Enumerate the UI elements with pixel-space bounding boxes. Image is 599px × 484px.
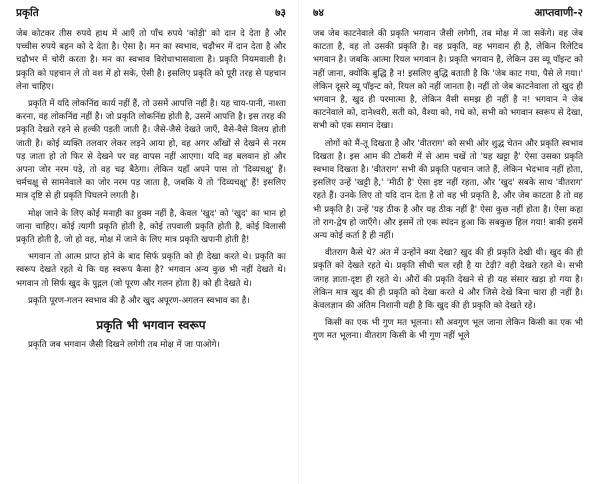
right-page — [313, 0, 583, 484]
left-page — [16, 0, 286, 484]
right-paragraph-1: जब जेब काटनेवाले की प्रकृति भगवान जैसी लगेगी, तब मोक्ष में जा सकेंगे। वह जेब काटता है, वह तो उसकी प्रकृति है। वह प्रकृति, वह भगवान ही है, लेकिन रिलेटिव भगवान है। जबकि आत्मा रियल भगवान है। प्रकृति भगवान है, लेकिन उस व्यू पॉइन्ट को नहीं जाना, क्योंकि बुद्धि है न! इसलिए बुद्धि बताती है कि 'जेब काट गया, पैसे ले गया।' लेकिन दूसरे व्यू पॉइन्ट को, रियल को नहीं जानता है। नहीं तो जेब काटनेवाला तो खुद ही भगवान है, खुद ही परमात्मा है, लेकिन वैसी समझ ही नहीं है न! भगवान ने जेब काटनेवाले को, दानेश्वरी, सती को, वैश्या को, गधे को, सभी को भगवान स्वरूप से देखा, सभी को एक समान देखा। — [313, 29, 583, 132]
left-paragraph-2: प्रकृति में यदि लोकनिंद्य कार्य नहीं हैं, तो उसमें आपत्ति नहीं है। यह चाय-पानी, नाश्ता करना, वह लोकनिंद्य नहीं है। जो प्रकृति लोकनिंद्य होती है, उसमें आपत्ति है। इस तरह की प्रकृति देखते रहने से हल्की पड़ती जाती है। जैसे-जैसे देखते जाएँ, वैसे-वैसे विलय होती जाती है। कोई व्यक्ति तलवार लेकर लड़ने आया हो, वह अगर आँखों से देखने से नरम पड़ जाता हो तो फिर से देखने पर वह वापस नहीं आएगा। यदि वह बलवान हो और अपना जोर नरम पड़े, तो वह चढ़ बैठेगा। लेकिन यहाँ अपने पास तो 'दिव्यचक्षु' हैं। चर्मचक्षु से सामनेवाले का जोर नरम पड़ जाता है, जबकि ये तो 'दिव्यचक्षु' हैं! इसलिए मात्र दृष्टि से ही प्रकृति पिघलने लगती है। — [16, 99, 286, 202]
left-running-head — [16, 6, 286, 28]
left-paragraph-3: मोक्ष जाने के लिए कोई मनाही का हुक्म नहीं है, केवल 'खुद' को 'खुद' का भान हो जाना चाहिए। कोई त्यागी प्रकृति होती है, कोई तपवाली प्रकृति होती है, कोई विलासी प्रकृति होती है, जो हो वह, मोक्ष में जाने के लिए मात्र प्रकृति खपानी होती है! — [16, 208, 286, 246]
left-paragraph-6: प्रकृति जब भगवान जैसी दिखने लगेगी तब मोक्ष में जा पाओगे। — [28, 340, 220, 351]
page-gutter — [298, 0, 299, 484]
right-page-number: ७४ — [313, 7, 324, 19]
right-header-title: आप्तवाणी-२ — [534, 7, 583, 19]
left-paragraph-1: जेब कोटकर तीस रुपये हाथ में आएँ तो पाँच रुपये 'कोड़ी' को दान दे देता है और पच्चीस रुपये बहन को दे देता है। ऐसा है। मन का स्वभाव, चढ़ौभर में दान देता है और चढ़ौभर में चोरी करता है। मन का स्वभाव विरोधाभासवाला है। प्रकृति नियमवाली है। प्रकृति को पहचान ले तो वश में हो सके, ऐसी है। इसलिए प्रकृति को पूरी तरह से पहचान लेना चाहिए। — [16, 29, 286, 92]
section-heading: प्रकृति भी भगवान स्वरूप — [96, 318, 206, 333]
right-paragraph-2: लोगों को मैं-तू दिखता है और 'वीतराग' को सभी ओर शुद्ध चेतन और प्रकृति स्वभाव दिखता है। इस आम की टोकरी में से आम चखें तो 'यह खट्टा है' ऐसा उसका प्रकृति स्वभाव दिखता है। 'वीतराग' सभी की प्रकृति पहचान जाते हैं, लेकिन भेदभाव नहीं होता, इसलिए उन्हें 'खट्टी है,' 'मीठी है' ऐसा इष्ट नहीं रहता, और 'खुद' सबके साथ 'वीतराग' रहते हैं। उनके लिए तो यदि दान देता है तो वह भी प्रकृति है, और जेब काटता है तो वह भी प्रकृति है। उन्हें 'यह ठीक है और यह ठीक नहीं है' ऐसा कुछ नहीं होता है। ऐसा कहा तो राग-द्वेष हो जाएँगे। और इसमें तो एक स्पंदन हुआ कि सबकुछ हिल गया! बाकी इसमें अन्य कोई कर्ता है ही नहीं। — [313, 138, 583, 242]
left-page-number: ७३ — [275, 7, 286, 19]
right-paragraph-3: वीतराग कैसे थे? अंत में उन्होंने क्या देखा? खुद की ही प्रकृति देखी थी। खुद की ही प्रकृति को देखते रहते थे। प्रकृति सीधी चल रही है या टेढ़ी? वही देखते रहते थे। सभी जगह ज्ञाता-दृष्टा ही रहते थे। औरों की प्रकृति देखने से ही यह संसार खड़ा हो गया है। लेकिन मात्र खुद की ही प्रकृति को देखा करते थे और जिसे देखे बिना चारा ही नहीं है। केवलज्ञान की अंतिम निशानी यही है कि खुद की ही प्रकृति को देखते रहें। — [313, 248, 583, 312]
right-paragraph-4: किसी का एक भी गुण मत भूलना। सौ अवगुण भूल जाना लेकिन किसी का एक भी गुण मत भूलना। वीतराग किसी के भी गुण नहीं भूले — [313, 318, 583, 342]
left-header-title: प्रकृति — [16, 7, 39, 19]
right-running-head — [313, 6, 583, 28]
left-paragraph-5: प्रकृति पूरण-गलन स्वभाव की है और खुद अपूरण-अगलन स्वभाव का है। — [28, 295, 250, 306]
left-paragraph-4: भगवान तो आत्म प्राप्त होने के बाद सिर्फ प्रकृति को ही देखा करते थे। प्रकृति का स्वरूप देखते रहते थे कि यह स्वरूप कैसा है? भगवान अन्य कुछ भी नहीं देखते थे। भगवान तो सिर्फ खुद के पुद्गल (जो पूरण और गलन होता है) को ही देखते थे। — [16, 252, 286, 289]
